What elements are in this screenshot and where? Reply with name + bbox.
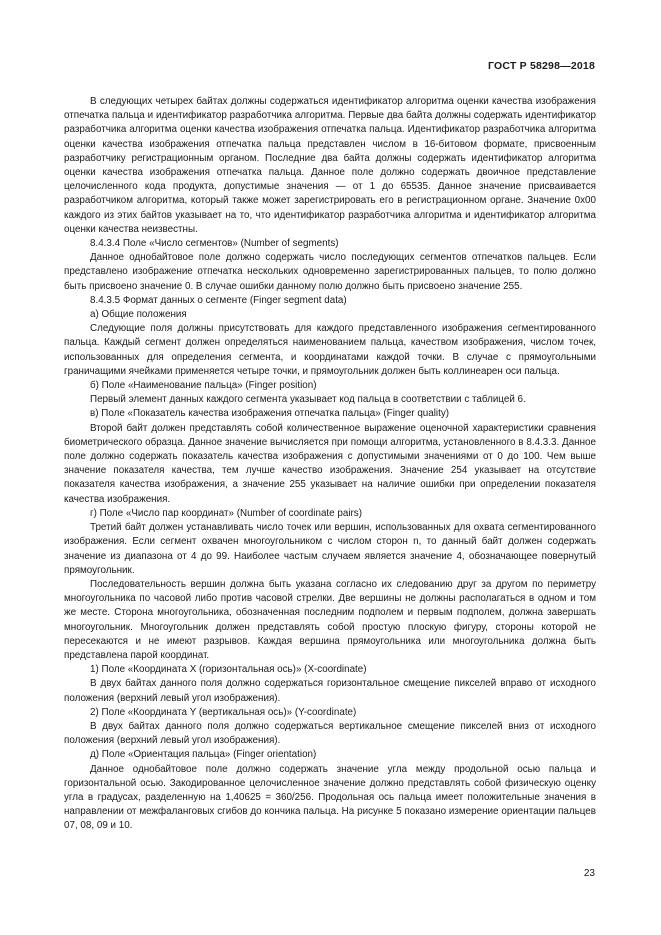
paragraph-x-coordinate: В двух байтах данного поля должно содержаться горизонтальное смещение пикселей вправо от исходного положения (верхний левый угол изображения). [64, 678, 596, 704]
paragraph-finger-orientation: Данное однобайтовое поле должно содержать значение угла между продольной осью пальца и горизонтальной осью. Закодированное целочисленное значение должно представлять собой физическую оценку угла в градусах, разделенную на 1,40625 = 360/256. Продольная ось пальца имеет положительные значения в направлении от межфаланговых сгибов до кончика пальца. На рисунке 5 показано измерение ориентации пальцев 07, 08, 09 и 10. [64, 763, 596, 832]
document-body [64, 95, 596, 834]
paragraph-finger-position: Первый элемент данных каждого сегмента указывает код пальца в соответствии с таблицей 6. [90, 394, 526, 406]
page-header-standard-id: ГОСТ Р 58298—2018 [487, 60, 595, 72]
subheading-general: а) Общие положения [90, 309, 187, 321]
paragraph-general: Следующие поля должны присутствовать для каждого представленного изображения сегментированного пальца. Каждый сегмент должен определяться наименованием пальца, качеством изображения, числом точек, использованных для определения сегмента, и координатами каждой точки. В случае с прямоугольными граничащими ячейками применяется четыре точки, и прямоугольник должен быть коллинеарен оси пальца. [64, 323, 596, 377]
subheading-x-coordinate: 1) Поле «Координата X (горизонтальная ось)» (X-coordinate) [90, 664, 367, 676]
paragraph-y-coordinate: В двух байтах данного поля должно содержаться вертикальное смещение пикселей вниз от исходного положения (верхний левый угол изображения). [64, 720, 596, 747]
subheading-finger-position: б) Поле «Наименование пальца» (Finger position) [90, 380, 317, 392]
section-heading-8-4-3-4: 8.4.3.4 Поле «Число сегментов» (Number of segments) [90, 238, 339, 250]
subheading-finger-quality: в) Поле «Показатель качества изображения отпечатка пальца» (Finger quality) [90, 408, 450, 420]
page-number: 23 [583, 868, 595, 879]
paragraph-algorithm-ids: В следующих четырех байтах должны содержаться идентификатор алгоритма оценки качества изображения отпечатка пальца и идентификатор разработчика алгоритма. Первые два байта должны содержать идентификатор разработчика алгоритма оценки качества изображения отпечатка пальца. Идентификатор разработчика алгоритма оценки качества изображения отпечатка пальца представлен числом в 16-битовом формате, присвоенным разработчику регистрационным органом. Последние два байта должны содержать идентификатор алгоритма оценки качества изображения отпечатка пальца. Данное поле должно содержать двоичное представление целочисленного кода продукта, допустимые значения — от 1 до 65535. Данное значение присваивается разработчиком алгоритма, который также может зарегистрировать его в регистрационном органе. Значение 0x00 каждого из этих байтов указывает на то, что идентификатор разработчика алгоритма и идентификатор алгоритма оценки качества неизвестны. [64, 96, 596, 235]
subheading-coordinate-pairs: г) Поле «Число пар координат» (Number of coordinate pairs) [90, 507, 362, 519]
subheading-y-coordinate: 2) Поле «Координата Y (вертикальная ось)» (Y-coordinate) [90, 706, 357, 718]
paragraph-number-of-segments: Данное однобайтовое поле должно содержать число последующих сегментов отпечатков пальцев. Если представлено изображение отпечатка нескольких одновременно зарегистрированных пальцев, то полю должно быть присвоено значение 0. В случае ошибки данному полю должно быть присвоено значение 255. [64, 252, 596, 292]
subheading-finger-orientation: д) Поле «Ориентация пальца» (Finger orientation) [90, 749, 317, 761]
section-heading-8-4-3-5: 8.4.3.5 Формат данных о сегменте (Finger segment data) [90, 294, 347, 306]
paragraph-finger-quality: Второй байт должен представлять собой количественное выражение оценочной характеристики сравнения биометрического образца. Данное значение вычисляется при помощи алгоритма, установленного в 8.4.3.3. Данное поле должно содержать показатель качества изображения с допустимыми значениями от 0 до 100. Чем выше значение показателя качества, тем лучше качество изображения. Значение 254 указывает на отсутствие показателя качества изображения, а значение 255 указывает на наличие ошибки при определении показателя качества изображения. [64, 422, 596, 505]
paragraph-coordinate-pairs: Третий байт должен устанавливать число точек или вершин, использованных для охвата сегментированного изображения. Если сегмент охвачен многоугольником с числом сторон n, то данный байт должен содержать значение из диапазона от 4 до 99. Наиболее частым случаем является значение 4, обозначающее повернутый прямоугольник. [64, 522, 596, 576]
paragraph-vertex-sequence: Последовательность вершин должна быть указана согласно их следованию друг за другом по периметру многоугольника по часовой либо против часовой стрелки. Две вершины не должны располагаться в одном и том же месте. Сторона многоугольника, обозначенная последним подполем и первым подполем, должна завершать многоугольник. Многоугольник должен представлять собой простую плоскую фигуру, стороны которой не пересекаются и не имеют разрывов. Каждая вершина прямоугольника или многоугольника должна быть представлена парой координат. [64, 578, 596, 661]
